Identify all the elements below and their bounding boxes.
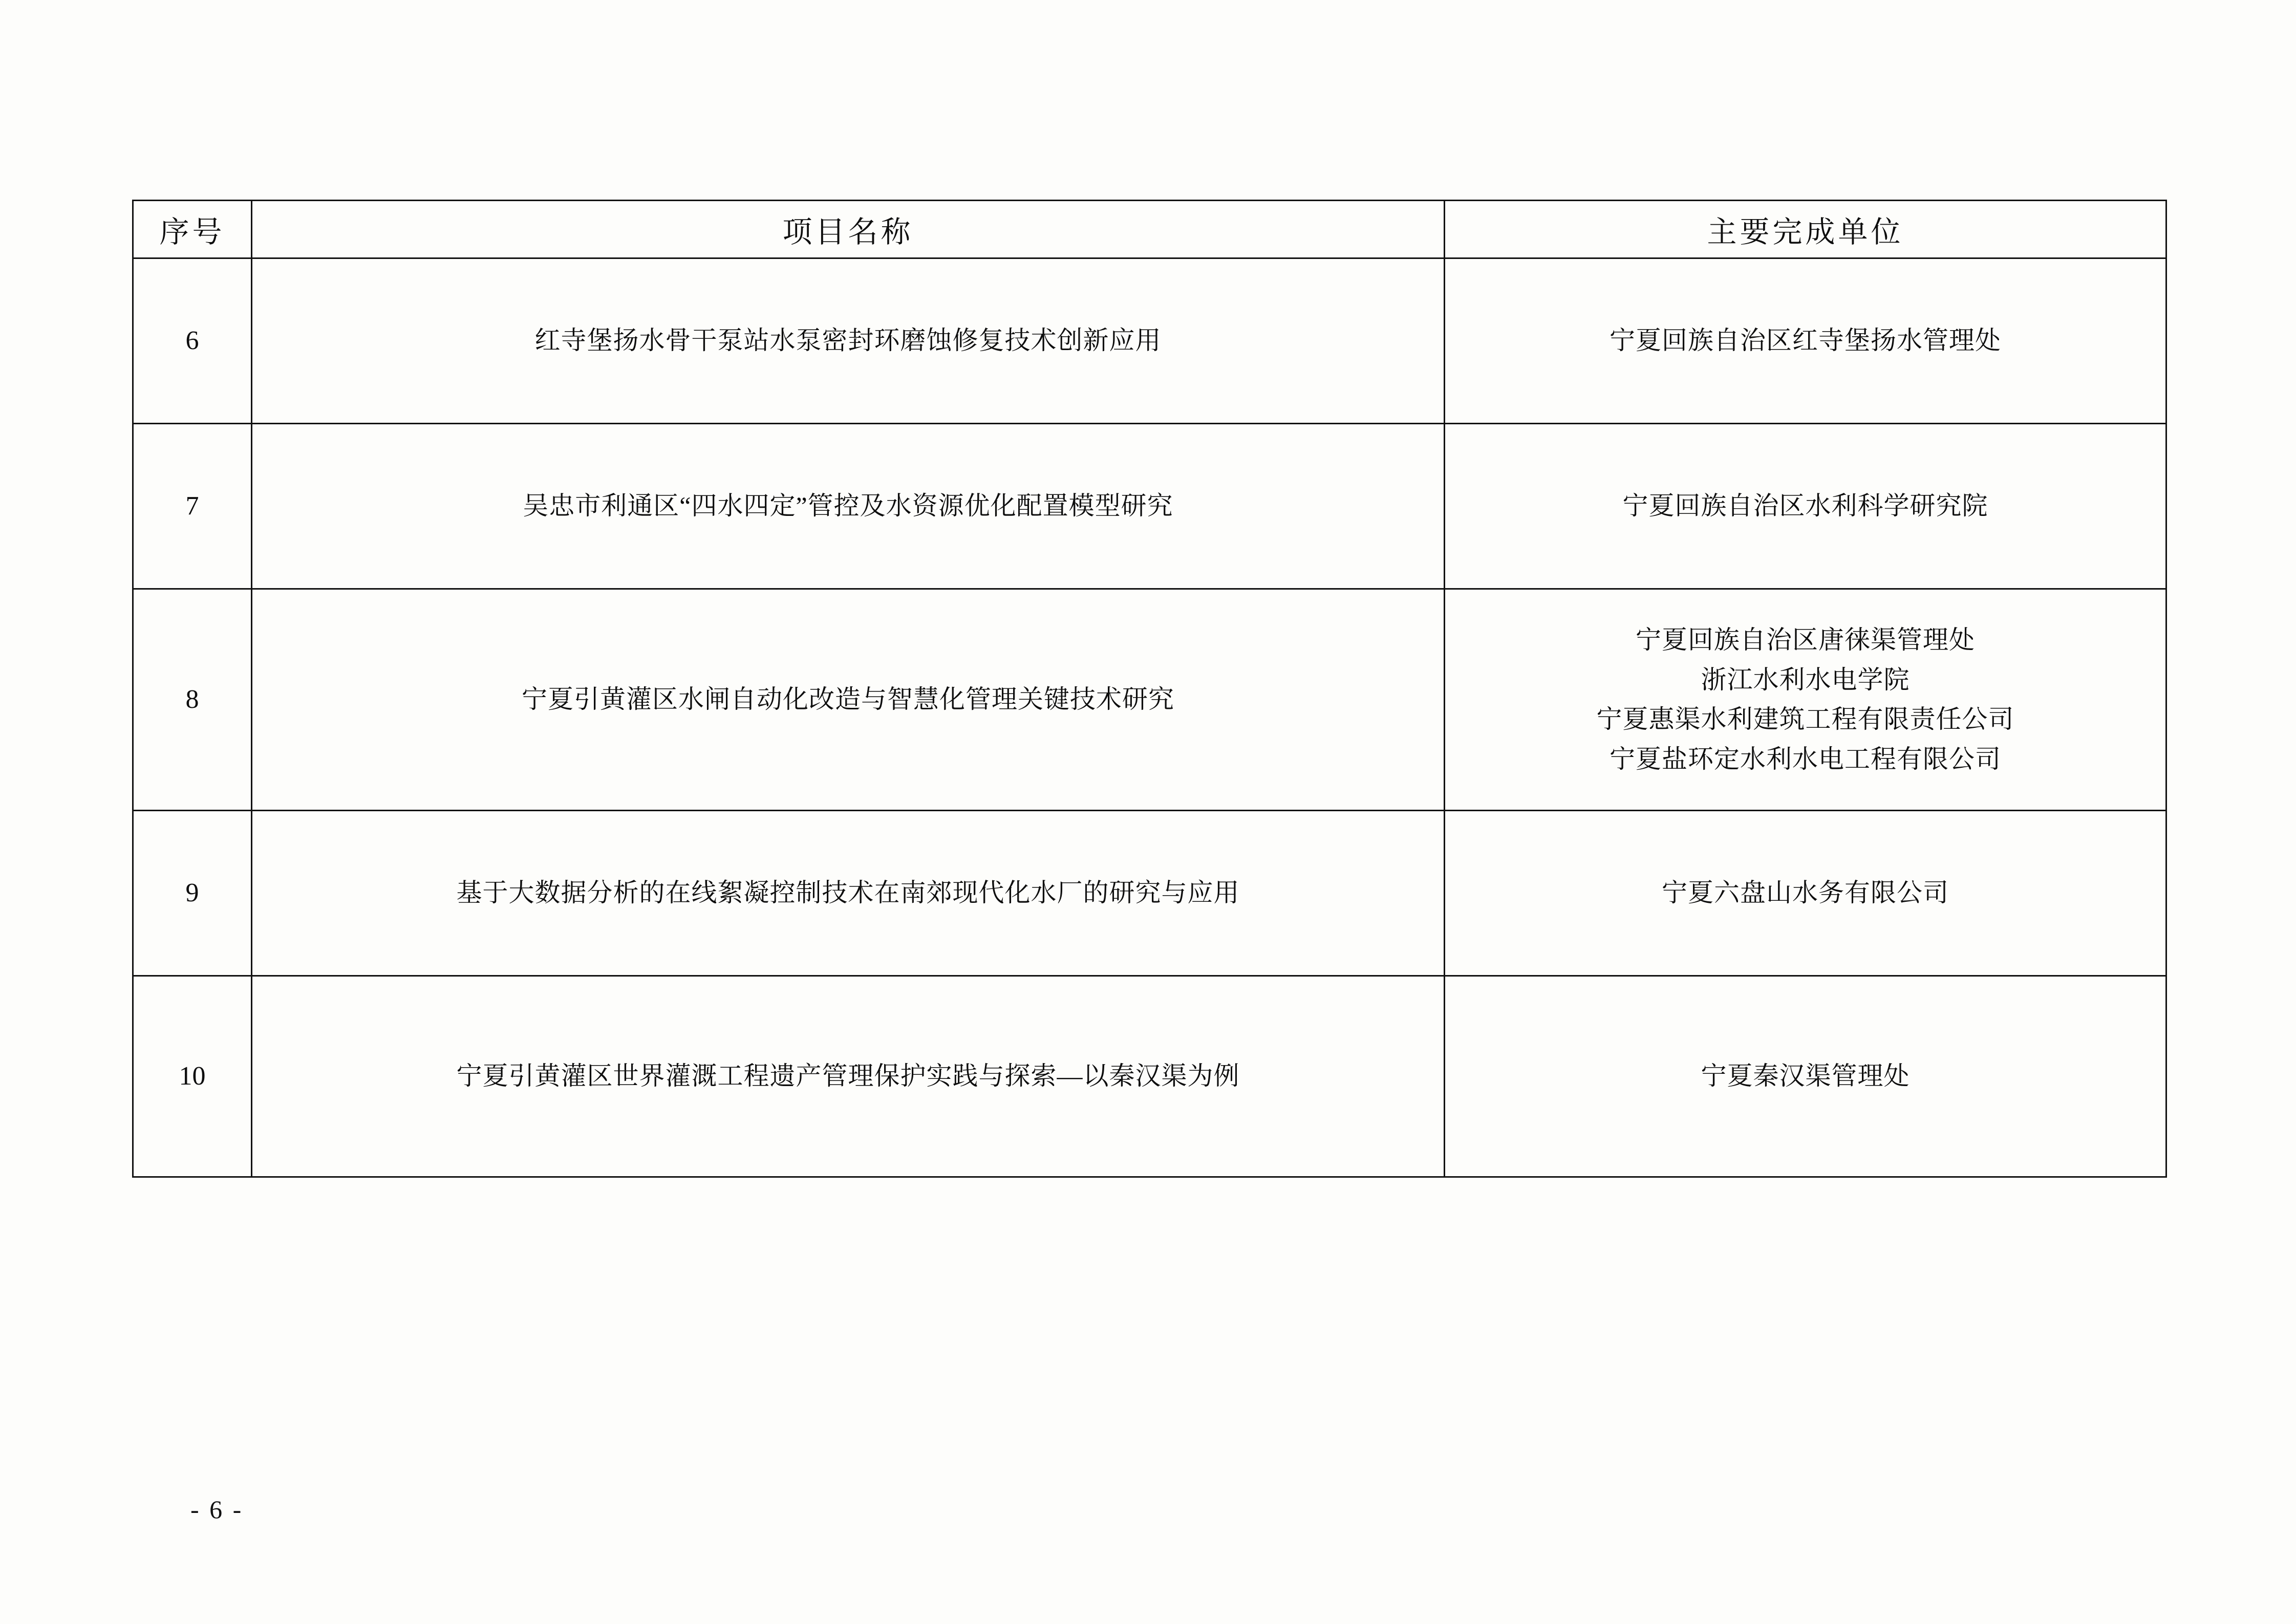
- table-row: [133, 589, 2166, 811]
- table-row: [133, 811, 2166, 976]
- row-main-unit: [1445, 976, 2166, 1177]
- row-main-unit: [1445, 589, 2166, 811]
- row-project-name: 宁夏引黄灌区世界灌溉工程遗产管理保护实践与探索—以秦汉渠为例: [252, 976, 1445, 1177]
- award-table-container: [132, 200, 2165, 1178]
- row-project-name: 宁夏引黄灌区水闸自动化改造与智慧化管理关键技术研究: [252, 589, 1445, 811]
- row-project-name: 红寺堡扬水骨干泵站水泵密封环磨蚀修复技术创新应用: [252, 258, 1445, 424]
- unit-line: 宁夏惠渠水利建筑工程有限责任公司: [1596, 705, 2014, 733]
- row-number: 6: [133, 258, 252, 424]
- unit-line: 宁夏回族自治区水利科学研究院: [1622, 491, 1988, 521]
- row-number: 9: [133, 811, 252, 976]
- row-number: 10: [133, 976, 252, 1177]
- unit-line: 宁夏回族自治区唐徕渠管理处: [1636, 625, 1975, 654]
- page-number: - 6 -: [190, 1495, 244, 1524]
- row-main-unit: [1445, 811, 2166, 976]
- row-main-unit: [1445, 424, 2166, 589]
- row-number: 8: [133, 589, 252, 811]
- row-main-unit: [1445, 258, 2166, 424]
- unit-line: 宁夏盐环定水利水电工程有限公司: [1610, 744, 2001, 773]
- table-header: [133, 201, 2166, 258]
- row-number: 7: [133, 424, 252, 589]
- table-header-row: [133, 201, 2166, 258]
- unit-line: 宁夏六盘山水务有限公司: [1662, 878, 1949, 907]
- unit-line: 宁夏秦汉渠管理处: [1701, 1062, 1910, 1091]
- column-header-main-unit: 主要完成单位: [1445, 201, 2166, 258]
- table-row: [133, 424, 2166, 589]
- award-table: [132, 200, 2167, 1178]
- column-header-project-name: 项目名称: [252, 201, 1445, 258]
- row-project-name: 吴忠市利通区“四水四定”管控及水资源优化配置模型研究: [252, 424, 1445, 589]
- row-project-name: 基于大数据分析的在线絮凝控制技术在南郊现代化水厂的研究与应用: [252, 811, 1445, 976]
- table-row: [133, 976, 2166, 1177]
- column-header-no: 序号: [133, 201, 252, 258]
- unit-line: 宁夏回族自治区红寺堡扬水管理处: [1610, 326, 2001, 355]
- table-row: [133, 258, 2166, 424]
- table-body: [133, 258, 2166, 1177]
- unit-line: 浙江水利水电学院: [1701, 665, 1910, 694]
